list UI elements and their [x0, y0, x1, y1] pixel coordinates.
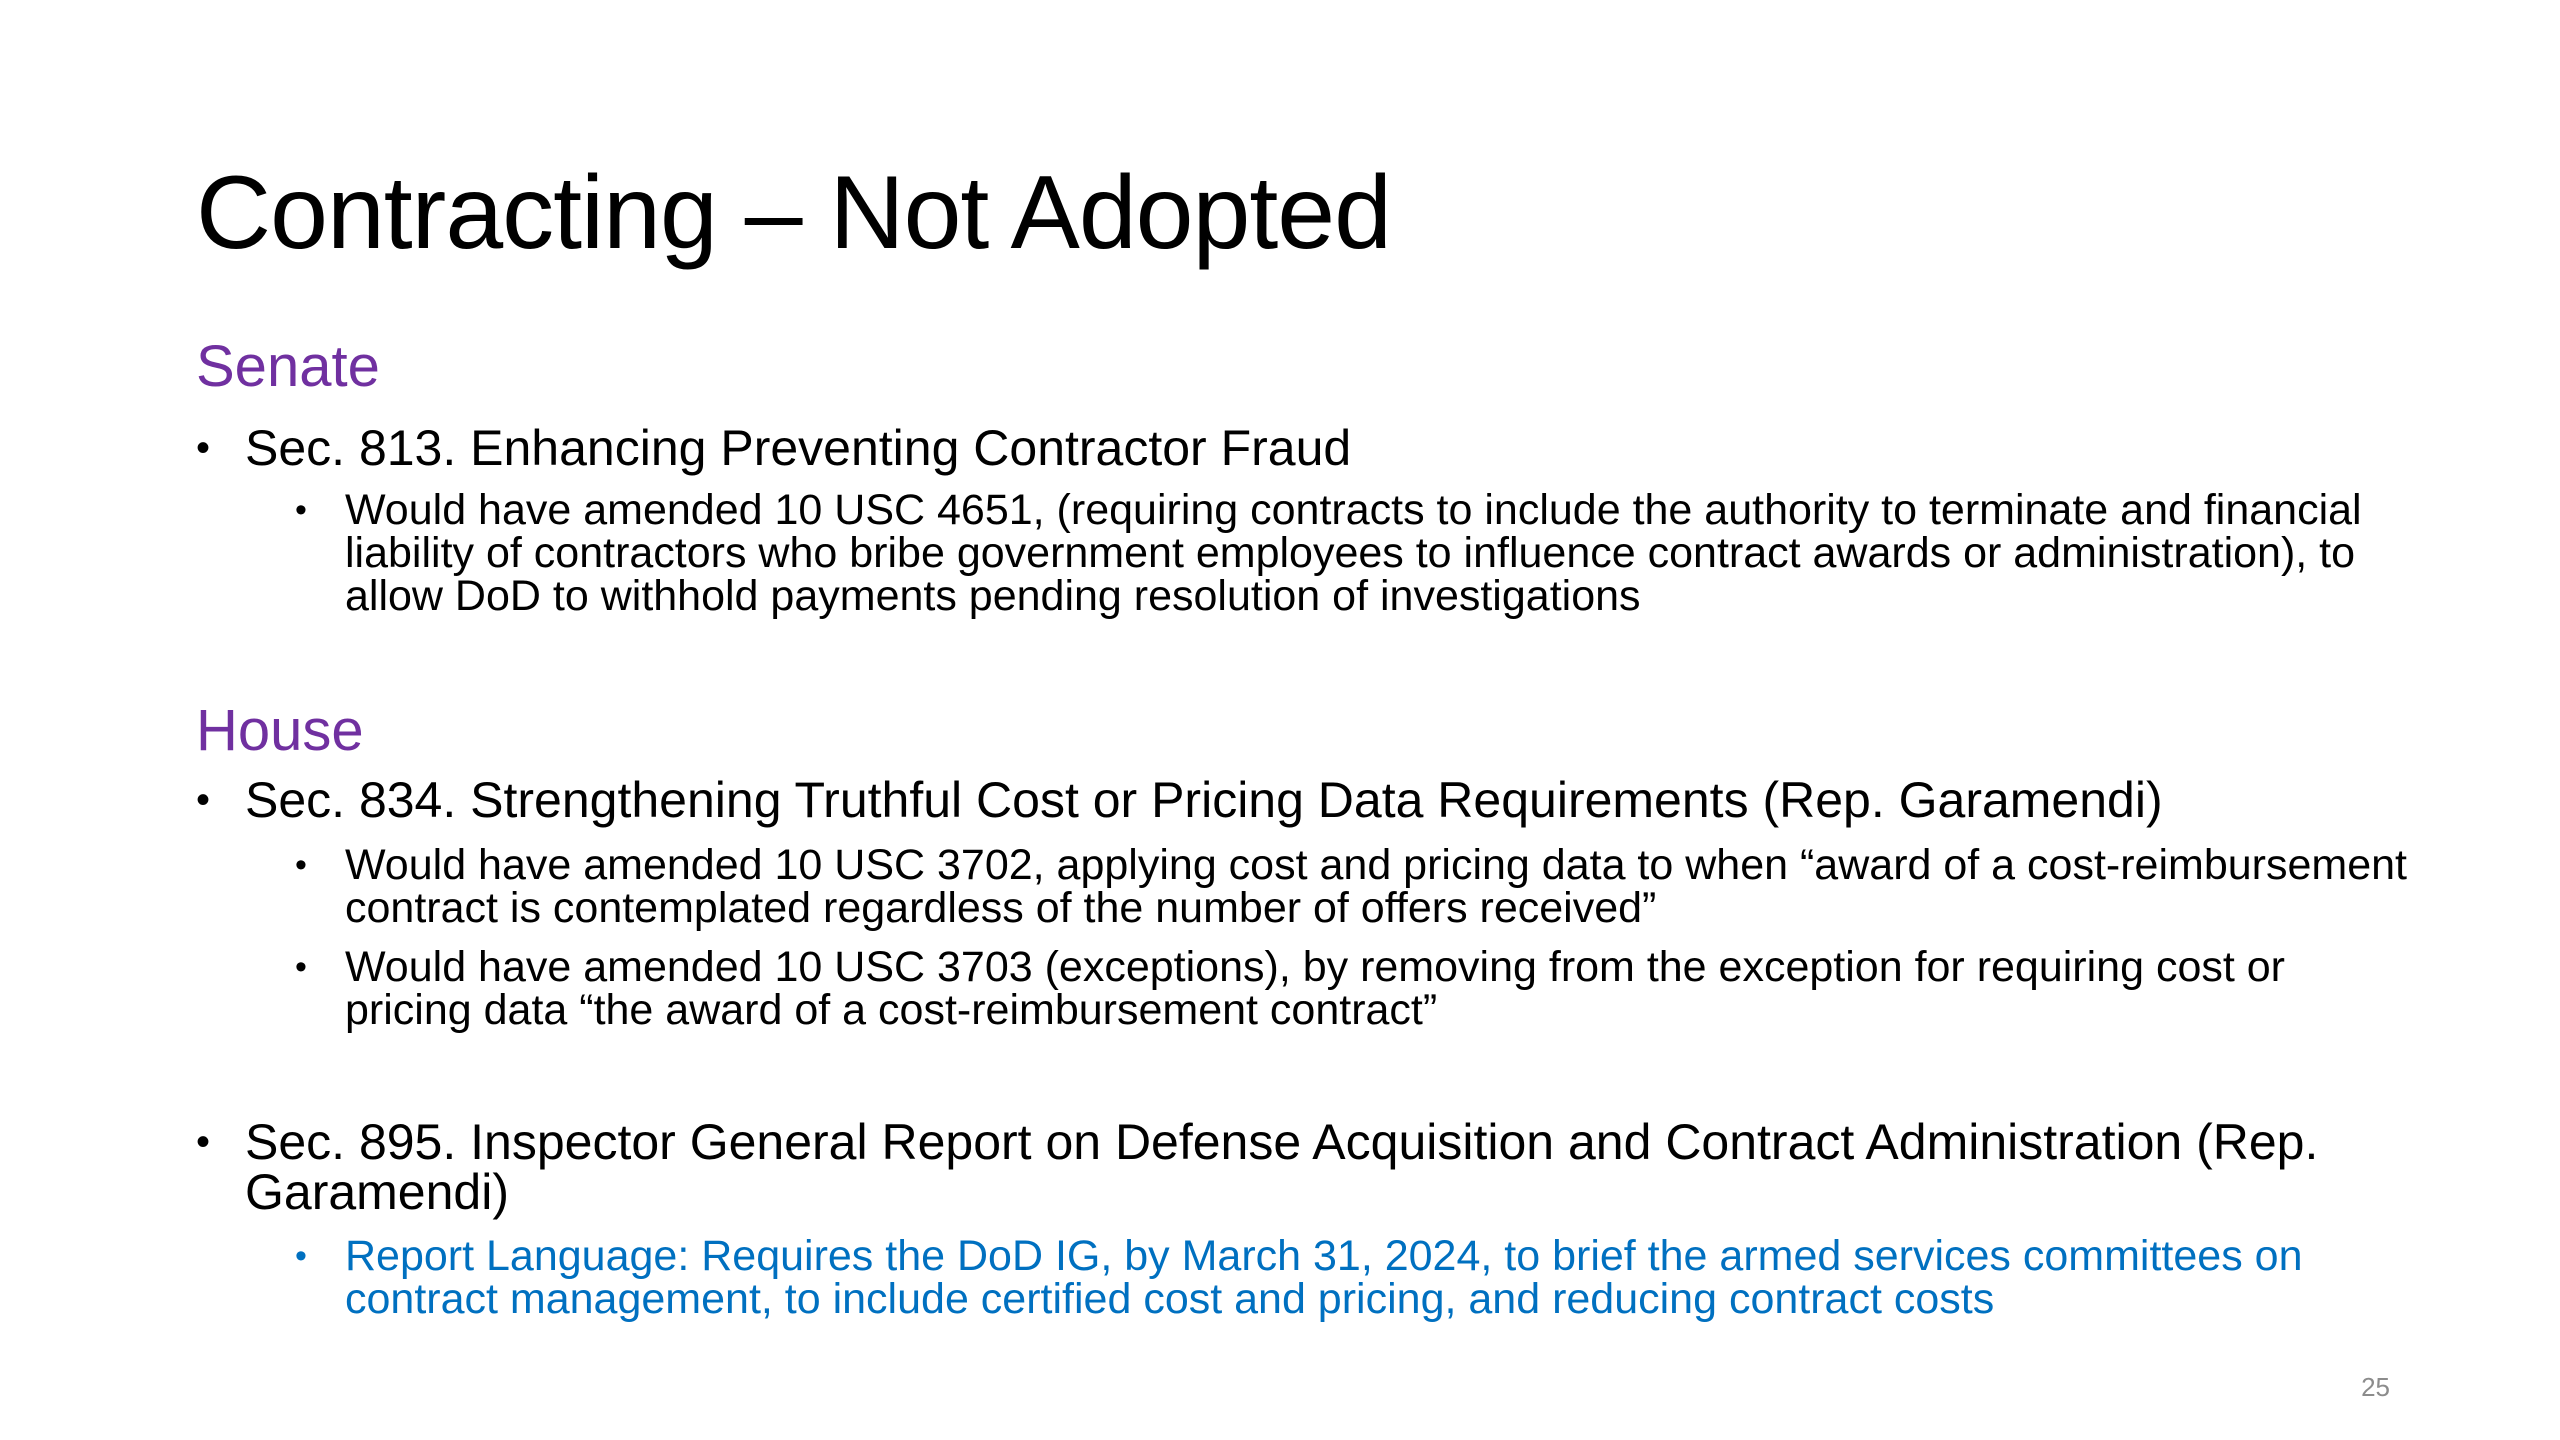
house-item-text: Sec. 834. Strengthening Truthful Cost or Pricing Data Requirements (Rep. Garamendi): [245, 772, 2163, 828]
bullet-icon: •: [196, 1120, 211, 1164]
report-language-text: Report Language: Requires the DoD IG, by March 31, 2024, to brief the armed services committees on contract management, to include certified cost and pricing, and reducing contract costs: [345, 1232, 2303, 1323]
bullet-icon: •: [295, 1237, 307, 1275]
bullet-icon: •: [295, 491, 307, 529]
senate-item-sec-813: [196, 420, 2456, 476]
house-subitem-3703: [295, 943, 2415, 1034]
senate-subitem-text: Would have amended 10 USC 4651, (requiring contracts to include the authority to terminate and financial liability of contractors who bribe government employees to influence contract awards or administration), to allow DoD to withhold payments pending resolution of investigations: [345, 486, 2362, 620]
senate-heading: Senate: [196, 334, 380, 399]
bullet-icon: •: [295, 948, 307, 986]
senate-subitem-4651: [295, 486, 2415, 620]
house-item-sec-895: [196, 1114, 2456, 1220]
bullet-icon: •: [196, 778, 211, 822]
house-subitem-3702: [295, 841, 2415, 932]
bullet-icon: •: [196, 426, 211, 470]
house-subitem-text: Would have amended 10 USC 3703 (exceptions), by removing from the exception for requiring cost or pricing data “the award of a cost-reimbursement contract”: [345, 943, 2285, 1034]
senate-item-text: Sec. 813. Enhancing Preventing Contractor Fraud: [245, 420, 1352, 476]
house-item-text: Sec. 895. Inspector General Report on Defense Acquisition and Contract Administration (Rep. Garamendi): [245, 1114, 2319, 1220]
bullet-icon: •: [295, 846, 307, 884]
house-subitem-text: Would have amended 10 USC 3702, applying cost and pricing data to when “award of a cost-reimbursement contract is contemplated regardless of the number of offers received”: [345, 841, 2407, 932]
page-number: 25: [2361, 1372, 2390, 1402]
house-heading: House: [196, 698, 364, 763]
house-subitem-report-language: [295, 1232, 2415, 1323]
slide-title: Contracting – Not Adopted: [196, 155, 1391, 271]
house-item-sec-834: [196, 772, 2456, 828]
